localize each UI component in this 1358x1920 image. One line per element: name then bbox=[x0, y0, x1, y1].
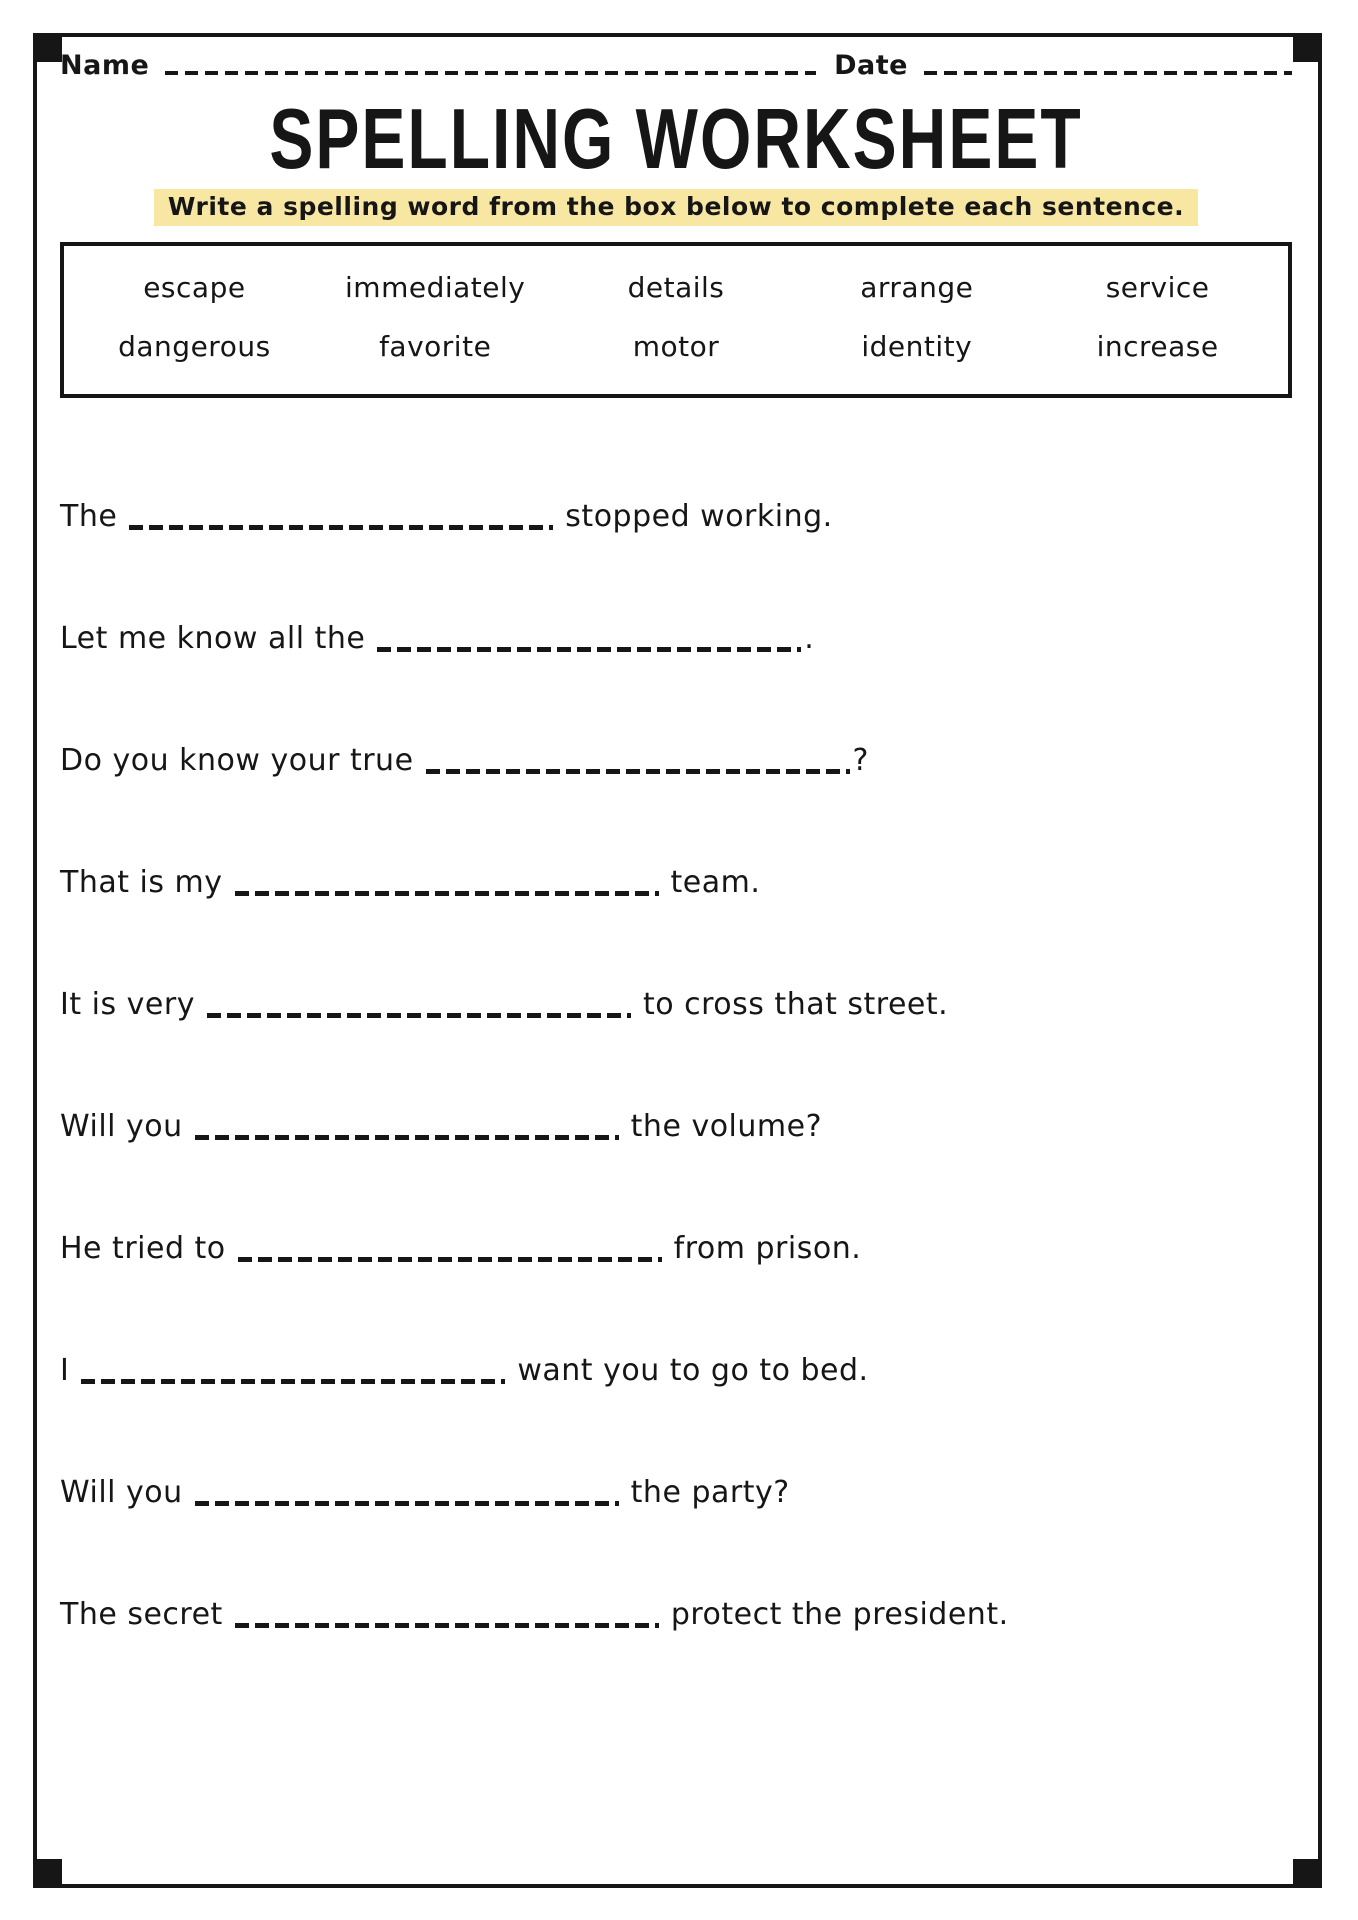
sentence-text-after: stopped working. bbox=[565, 499, 833, 535]
instruction-row bbox=[60, 189, 1292, 226]
sentence-row bbox=[60, 742, 1292, 780]
sentence-text-after: the party? bbox=[630, 1475, 790, 1511]
sentence-text-before: Will you bbox=[60, 1109, 183, 1145]
sentence-text-before: Let me know all the bbox=[60, 621, 366, 657]
sentence-text-after: protect the president. bbox=[670, 1597, 1009, 1633]
sentence-text-before: He tried to bbox=[60, 1231, 226, 1267]
answer-blank[interactable] bbox=[195, 1135, 619, 1140]
corner-square-bottom-right bbox=[1293, 1859, 1320, 1886]
sentence-row bbox=[60, 620, 1292, 658]
answer-blank[interactable] bbox=[235, 891, 659, 896]
date-label: Date bbox=[834, 50, 908, 81]
word-bank-word: immediately bbox=[345, 271, 526, 305]
answer-blank[interactable] bbox=[81, 1379, 505, 1384]
answer-blank[interactable] bbox=[377, 647, 801, 652]
sentence-text-before: Do you know your true bbox=[60, 743, 414, 779]
word-bank-word: identity bbox=[861, 330, 973, 364]
word-bank-word: favorite bbox=[379, 330, 492, 364]
word-bank-word: details bbox=[627, 271, 725, 305]
name-date-row bbox=[60, 50, 1292, 81]
word-bank-row bbox=[74, 271, 1278, 305]
page-title: SPELLING WORKSHEET bbox=[269, 89, 1083, 187]
answer-blank[interactable] bbox=[195, 1501, 619, 1506]
answer-blank[interactable] bbox=[426, 769, 850, 774]
sentence-row bbox=[60, 864, 1292, 902]
word-bank-row bbox=[74, 330, 1278, 364]
sentence-row bbox=[60, 986, 1292, 1024]
word-bank-word: arrange bbox=[860, 271, 974, 305]
sentence-row bbox=[60, 498, 1292, 536]
sentence-row bbox=[60, 1230, 1292, 1268]
sentence-text-after: to cross that street. bbox=[642, 987, 949, 1023]
sentence-text-before: The secret bbox=[60, 1597, 223, 1633]
date-input-line[interactable] bbox=[924, 71, 1292, 75]
word-bank-word: increase bbox=[1096, 330, 1219, 364]
word-bank-word: escape bbox=[143, 271, 246, 305]
sentence-list bbox=[60, 498, 1292, 1634]
instruction-text: Write a spelling word from the box below to complete each sentence. bbox=[154, 189, 1198, 226]
answer-blank[interactable] bbox=[238, 1257, 662, 1262]
sentence-text-before: It is very bbox=[60, 987, 195, 1023]
corner-square-top-left bbox=[35, 35, 62, 62]
worksheet-content bbox=[60, 50, 1292, 1880]
word-bank-word: motor bbox=[632, 330, 720, 364]
answer-blank[interactable] bbox=[235, 1623, 659, 1628]
name-input-line[interactable] bbox=[165, 71, 816, 75]
sentence-row bbox=[60, 1352, 1292, 1390]
sentence-text-after: from prison. bbox=[673, 1231, 862, 1267]
sentence-text-before: That is my bbox=[60, 865, 223, 901]
sentence-text-after: want you to go to bed. bbox=[517, 1353, 869, 1389]
answer-blank[interactable] bbox=[207, 1013, 631, 1018]
sentence-text-before: Will you bbox=[60, 1475, 183, 1511]
word-bank-word: dangerous bbox=[118, 330, 271, 364]
sentence-row bbox=[60, 1474, 1292, 1512]
sentence-row bbox=[60, 1596, 1292, 1634]
sentence-text-before: The bbox=[60, 499, 118, 535]
corner-square-top-right bbox=[1293, 35, 1320, 62]
sentence-text-after: team. bbox=[670, 865, 761, 901]
name-label: Name bbox=[60, 50, 150, 81]
corner-square-bottom-left bbox=[35, 1859, 62, 1886]
answer-blank[interactable] bbox=[129, 525, 553, 530]
sentence-text-after: . bbox=[804, 621, 815, 657]
sentence-text-after: ? bbox=[852, 743, 869, 779]
sentence-text-after: the volume? bbox=[630, 1109, 823, 1145]
sentence-row bbox=[60, 1108, 1292, 1146]
word-bank-word: service bbox=[1105, 271, 1210, 305]
sentence-text-before: I bbox=[60, 1353, 70, 1389]
word-bank-box bbox=[60, 242, 1292, 398]
